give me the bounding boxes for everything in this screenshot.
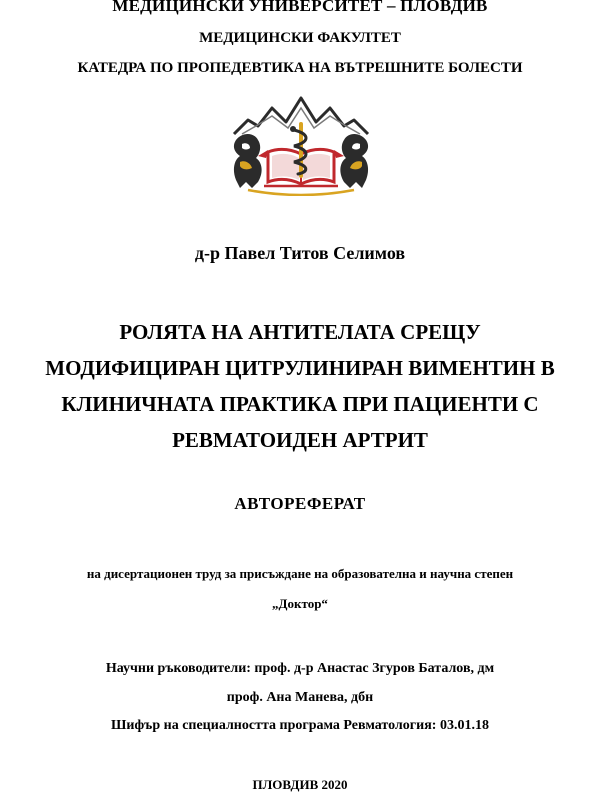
title-line: РЕВМАТОИДЕН АРТРИТ bbox=[172, 428, 428, 452]
left-lion-icon bbox=[234, 134, 268, 188]
title-line: КЛИНИЧНАТА ПРАКТИКА ПРИ ПАЦИЕНТИ С bbox=[61, 392, 539, 416]
place-and-year: ПЛОВДИВ 2020 bbox=[252, 777, 348, 792]
title-line: РОЛЯТА НА АНТИТЕЛАТА СРЕЩУ bbox=[119, 320, 481, 344]
degree-name: „Доктор“ bbox=[272, 596, 328, 611]
degree-description: на дисертационен труд за присъждане на образователна и научна степен bbox=[86, 566, 514, 581]
right-lion-icon bbox=[334, 134, 368, 188]
specialty-code: Шифър на специалността програма Ревматология: 03.01.18 bbox=[111, 718, 489, 733]
university-name: МЕДИЦИНСКИ УНИВЕРСИТЕТ – ПЛОВДИВ bbox=[112, 0, 488, 15]
document-type: АВТОРЕФЕРАТ bbox=[234, 494, 366, 513]
supervisors-line-1: Научни ръководители: проф. д-р Анастас Згуров Баталов, дм bbox=[105, 661, 495, 676]
department-name: КАТЕДРА ПО ПРОПЕДЕВТИКА НА ВЪТРЕШНИТЕ БОЛЕСТИ bbox=[77, 60, 523, 76]
dissertation-title bbox=[0, 314, 600, 458]
faculty-name: МЕДИЦИНСКИ ФАКУЛТЕТ bbox=[199, 30, 401, 46]
title-line: МОДИФИЦИРАН ЦИТРУЛИНИРАН ВИМЕНТИН В bbox=[45, 356, 555, 380]
supervisors-line-2: проф. Ана Манева, дбн bbox=[226, 690, 374, 705]
university-emblem-icon bbox=[228, 96, 374, 196]
author-name: д-р Павел Титов Селимов bbox=[194, 243, 406, 263]
